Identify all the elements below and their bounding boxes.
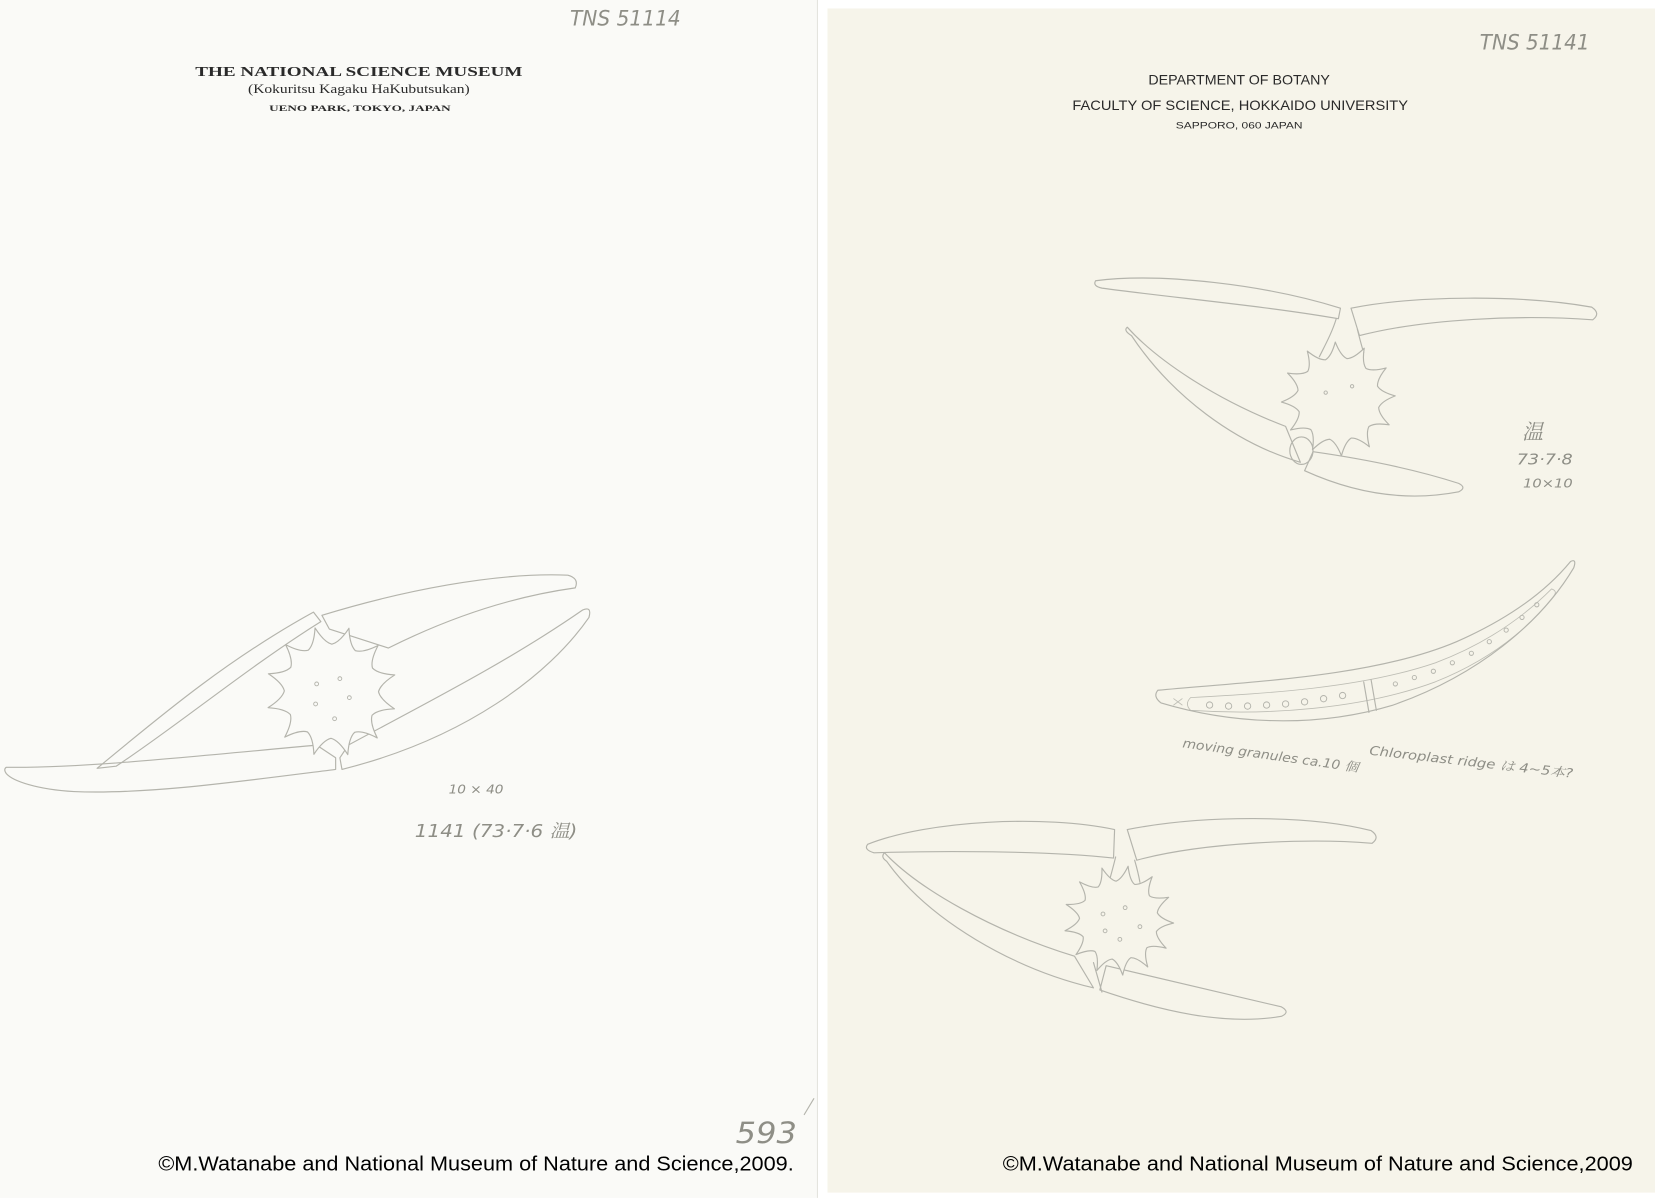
left-catalog-number: TNS 51114 bbox=[569, 5, 681, 31]
left-page bbox=[0, 0, 818, 1198]
right-mark-note: 温 bbox=[1522, 419, 1544, 445]
chloroplast-note: Chloroplast ridge は 4~5本? bbox=[1368, 742, 1545, 778]
right-copyright: ©M.Watanabe and National Museum of Nature and Science,2009 bbox=[1002, 1153, 1633, 1176]
right-catalog-number: TNS 51141 bbox=[1479, 29, 1590, 55]
letterhead-address: UENO PARK, TOKYO, JAPAN bbox=[269, 102, 451, 113]
letterhead-faculty: FACULTY OF SCIENCE, HOKKAIDO UNIVERSITY bbox=[1072, 97, 1409, 113]
right-page bbox=[828, 8, 1655, 1192]
letterhead-department: DEPARTMENT OF BOTANY bbox=[1148, 72, 1330, 88]
left-copyright: ©M.Watanabe and National Museum of Nature and Science,2009. bbox=[158, 1153, 794, 1176]
right-date-note: 73·7·8 bbox=[1516, 451, 1573, 469]
granules-note: moving granules ca.10 個 bbox=[1181, 735, 1344, 773]
right-page-paper bbox=[828, 8, 1655, 1192]
zygospore-left bbox=[268, 628, 395, 755]
letterhead-japanese-name: (Kokuritsu Kagaku HaKubutsukan) bbox=[248, 81, 470, 96]
left-page-number: 593 bbox=[735, 1116, 797, 1151]
letterhead-address: SAPPORO, 060 JAPAN bbox=[1175, 120, 1303, 132]
letterhead-museum-name: THE NATIONAL SCIENCE MUSEUM bbox=[195, 63, 523, 79]
left-magnification-note: 10 × 40 bbox=[448, 781, 504, 797]
left-record-note: 1141 (73·7·6 温) bbox=[414, 820, 578, 842]
left-page-paper bbox=[0, 0, 818, 1198]
right-magnification-note: 10×10 bbox=[1523, 475, 1573, 491]
